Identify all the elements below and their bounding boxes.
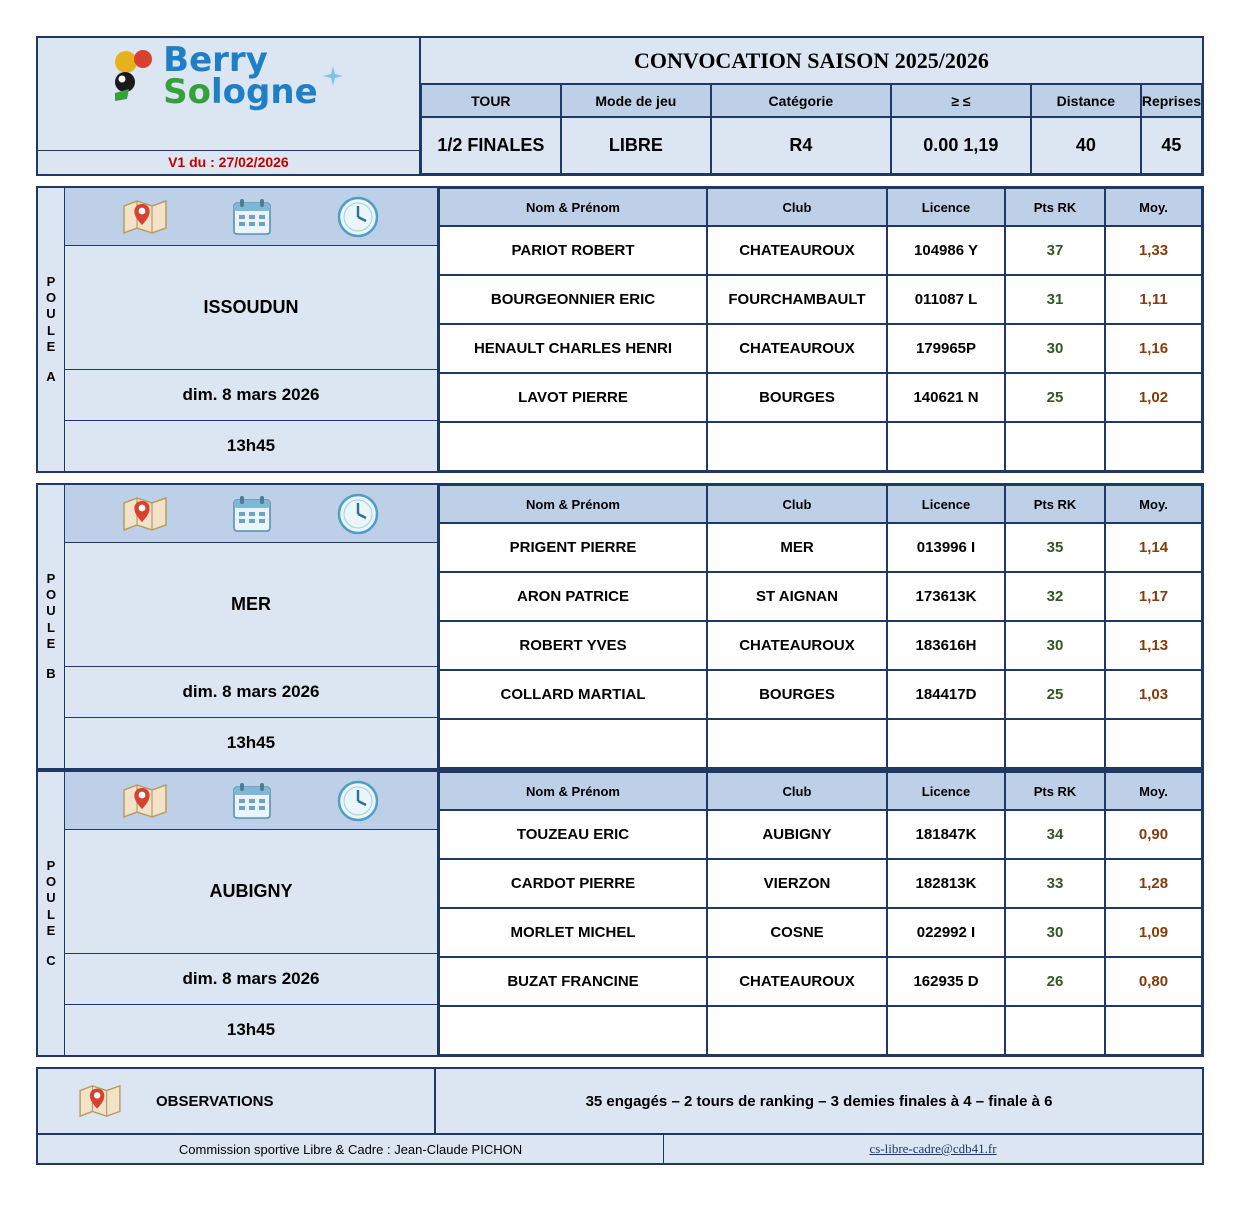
table-row xyxy=(439,859,1202,908)
pool-players-a xyxy=(439,188,1202,471)
col-header-nom: Nom & Prénom xyxy=(439,772,707,810)
col-header-ptsrk: Pts RK xyxy=(1005,188,1105,226)
table-row xyxy=(439,810,1202,859)
observations-label: OBSERVATIONS xyxy=(156,1092,274,1110)
pool-players-c xyxy=(439,772,1202,1055)
player-pts: 33 xyxy=(1005,859,1105,908)
player-name xyxy=(439,422,707,471)
table-row xyxy=(439,1006,1202,1055)
player-club: FOURCHAMBAULT xyxy=(707,275,887,324)
pool-letter: C xyxy=(46,953,56,968)
table-row xyxy=(439,957,1202,1006)
player-licence: 162935 D xyxy=(887,957,1005,1006)
player-name: PARIOT ROBERT xyxy=(439,226,707,275)
convocation-box xyxy=(421,38,1202,174)
table-row xyxy=(439,719,1202,768)
logo-berry-text: Berry xyxy=(163,40,268,80)
clock-icon xyxy=(336,779,380,823)
player-club xyxy=(707,1006,887,1055)
logo-logne-text: logne xyxy=(211,72,318,113)
player-club: CHATEAUROUX xyxy=(707,621,887,670)
footer-commission: Commission sportive Libre & Cadre : Jean-Claude PICHON xyxy=(38,1135,664,1163)
pool-letter: E xyxy=(46,635,56,651)
pool-letter: U xyxy=(46,890,56,906)
player-pts: 30 xyxy=(1005,621,1105,670)
player-licence xyxy=(887,422,1005,471)
player-licence: 182813K xyxy=(887,859,1005,908)
logo-box xyxy=(38,38,421,174)
table-row xyxy=(439,621,1202,670)
pool-players-b xyxy=(439,485,1202,768)
page-title: CONVOCATION SAISON 2025/2026 xyxy=(421,38,1202,84)
map-pin-icon xyxy=(122,495,168,533)
footer-block xyxy=(36,1135,1204,1165)
player-club: CHATEAUROUX xyxy=(707,324,887,373)
player-club: CHATEAUROUX xyxy=(707,226,887,275)
pool-city-a: ISSOUDUN xyxy=(65,246,437,370)
pool-label-b xyxy=(38,485,65,768)
players-header-row xyxy=(439,485,1202,523)
player-moy xyxy=(1105,719,1202,768)
col-header-licence: Licence xyxy=(887,188,1005,226)
player-pts: 34 xyxy=(1005,810,1105,859)
observations-block xyxy=(36,1067,1204,1135)
table-row xyxy=(439,275,1202,324)
pool-label-a xyxy=(38,188,65,471)
player-moy xyxy=(1105,1006,1202,1055)
player-name: BOURGEONNIER ERIC xyxy=(439,275,707,324)
pool-block-c xyxy=(36,770,1204,1057)
col-header-mode: Mode de jeu xyxy=(561,84,711,117)
value-distance: 40 xyxy=(1031,117,1141,174)
player-pts: 37 xyxy=(1005,226,1105,275)
value-tour: 1/2 FINALES xyxy=(421,117,561,174)
email-link[interactable]: cs-libre-cadre@cdb41.fr xyxy=(869,1141,997,1156)
col-header-ptsrk: Pts RK xyxy=(1005,485,1105,523)
player-pts: 25 xyxy=(1005,670,1105,719)
clock-icon xyxy=(336,492,380,536)
player-moy: 1,03 xyxy=(1105,670,1202,719)
value-categorie: R4 xyxy=(711,117,891,174)
player-club: VIERZON xyxy=(707,859,887,908)
player-moy: 0,80 xyxy=(1105,957,1202,1006)
sparkle-icon xyxy=(322,65,344,87)
pool-letter: U xyxy=(46,306,56,322)
player-club: AUBIGNY xyxy=(707,810,887,859)
map-pin-icon xyxy=(78,1083,122,1119)
player-licence xyxy=(887,1006,1005,1055)
player-moy: 1,14 xyxy=(1105,523,1202,572)
player-licence: 104986 Y xyxy=(887,226,1005,275)
player-name: BUZAT FRANCINE xyxy=(439,957,707,1006)
col-header-licence: Licence xyxy=(887,772,1005,810)
player-pts: 31 xyxy=(1005,275,1105,324)
pool-city-c: AUBIGNY xyxy=(65,830,437,954)
pool-letter: O xyxy=(45,290,57,305)
player-licence: 140621 N xyxy=(887,373,1005,422)
player-pts: 30 xyxy=(1005,324,1105,373)
pool-letter: P xyxy=(46,273,56,289)
pool-date-b: dim. 8 mars 2026 xyxy=(65,667,437,718)
pool-date-a: dim. 8 mars 2026 xyxy=(65,370,437,421)
table-row xyxy=(439,226,1202,275)
logo-so-text: So xyxy=(163,72,212,113)
col-header-tour: TOUR xyxy=(421,84,561,117)
player-name: CARDOT PIERRE xyxy=(439,859,707,908)
observations-text: 35 engagés – 2 tours de ranking – 3 demies finales à 4 – finale à 6 xyxy=(436,1069,1202,1133)
player-pts: 30 xyxy=(1005,908,1105,957)
header-values-row xyxy=(421,117,1202,174)
version-label: V1 du : 27/02/2026 xyxy=(38,150,419,170)
col-header-nom: Nom & Prénom xyxy=(439,485,707,523)
calendar-icon xyxy=(231,781,273,821)
player-pts: 35 xyxy=(1005,523,1105,572)
footer-email-cell xyxy=(664,1135,1202,1163)
player-moy: 1,11 xyxy=(1105,275,1202,324)
players-header-row xyxy=(439,772,1202,810)
player-club: BOURGES xyxy=(707,670,887,719)
pool-icons-row xyxy=(65,188,437,246)
players-header-row xyxy=(439,188,1202,226)
pool-icons-row xyxy=(65,485,437,543)
pool-icons-row xyxy=(65,772,437,830)
pool-letter: U xyxy=(46,603,56,619)
col-header-licence: Licence xyxy=(887,485,1005,523)
pool-city-b: MER xyxy=(65,543,437,667)
berry-sologne-logo xyxy=(113,40,343,113)
pool-date-c: dim. 8 mars 2026 xyxy=(65,954,437,1005)
calendar-icon xyxy=(231,197,273,237)
pool-info-b xyxy=(65,485,439,768)
pool-letter: P xyxy=(46,570,56,586)
col-header-moy: Moy. xyxy=(1105,485,1202,523)
pool-letter: O xyxy=(45,874,57,889)
player-name: ARON PATRICE xyxy=(439,572,707,621)
player-pts xyxy=(1005,422,1105,471)
col-header-ptsrk: Pts RK xyxy=(1005,772,1105,810)
pool-block-a xyxy=(36,186,1204,473)
player-name: LAVOT PIERRE xyxy=(439,373,707,422)
pool-label-c xyxy=(38,772,65,1055)
table-row xyxy=(439,670,1202,719)
pool-time-b: 13h45 xyxy=(65,718,437,768)
player-licence: 173613K xyxy=(887,572,1005,621)
player-club: MER xyxy=(707,523,887,572)
pool-time-a: 13h45 xyxy=(65,421,437,471)
value-reprises: 45 xyxy=(1141,117,1202,174)
calendar-icon xyxy=(231,494,273,534)
table-row xyxy=(439,523,1202,572)
value-mode: LIBRE xyxy=(561,117,711,174)
player-moy: 1,17 xyxy=(1105,572,1202,621)
player-moy: 1,09 xyxy=(1105,908,1202,957)
logo-wordmark xyxy=(163,40,318,113)
player-licence: 011087 L xyxy=(887,275,1005,324)
table-row xyxy=(439,908,1202,957)
pool-letter: B xyxy=(46,666,56,681)
player-licence: 183616H xyxy=(887,621,1005,670)
player-pts: 26 xyxy=(1005,957,1105,1006)
value-moyenne-range: 0.00 1,19 xyxy=(891,117,1031,174)
pool-info-a xyxy=(65,188,439,471)
pool-letter: E xyxy=(46,922,56,938)
player-club: BOURGES xyxy=(707,373,887,422)
col-header-nom: Nom & Prénom xyxy=(439,188,707,226)
player-moy: 1,16 xyxy=(1105,324,1202,373)
col-header-distance: Distance xyxy=(1031,84,1141,117)
player-moy: 0,90 xyxy=(1105,810,1202,859)
player-club xyxy=(707,422,887,471)
player-licence: 022992 I xyxy=(887,908,1005,957)
col-header-moyenne-range: ≥ ≤ xyxy=(891,84,1031,117)
col-header-moy: Moy. xyxy=(1105,772,1202,810)
player-licence xyxy=(887,719,1005,768)
table-row xyxy=(439,373,1202,422)
player-licence: 181847K xyxy=(887,810,1005,859)
col-header-club: Club xyxy=(707,188,887,226)
pool-letter: L xyxy=(47,322,55,338)
header-block xyxy=(36,36,1204,176)
player-name xyxy=(439,1006,707,1055)
table-row xyxy=(439,572,1202,621)
player-name: PRIGENT PIERRE xyxy=(439,523,707,572)
player-pts: 25 xyxy=(1005,373,1105,422)
player-pts xyxy=(1005,719,1105,768)
player-name: ROBERT YVES xyxy=(439,621,707,670)
col-header-club: Club xyxy=(707,772,887,810)
clock-icon xyxy=(336,195,380,239)
col-header-categorie: Catégorie xyxy=(711,84,891,117)
player-moy: 1,28 xyxy=(1105,859,1202,908)
player-pts: 32 xyxy=(1005,572,1105,621)
pool-letter: L xyxy=(47,619,55,635)
observations-left xyxy=(38,1069,436,1133)
col-header-club: Club xyxy=(707,485,887,523)
player-moy: 1,13 xyxy=(1105,621,1202,670)
player-moy xyxy=(1105,422,1202,471)
player-name: TOUZEAU ERIC xyxy=(439,810,707,859)
pool-letter: O xyxy=(45,587,57,602)
pool-info-c xyxy=(65,772,439,1055)
pool-letter: E xyxy=(46,338,56,354)
billiard-balls-icon xyxy=(113,49,159,103)
pool-letter: L xyxy=(47,906,55,922)
map-pin-icon xyxy=(122,198,168,236)
player-pts xyxy=(1005,1006,1105,1055)
player-licence: 013996 I xyxy=(887,523,1005,572)
header-columns-row xyxy=(421,84,1202,117)
map-pin-icon xyxy=(122,782,168,820)
player-licence: 179965P xyxy=(887,324,1005,373)
table-row xyxy=(439,422,1202,471)
pool-time-c: 13h45 xyxy=(65,1005,437,1055)
player-club xyxy=(707,719,887,768)
player-name: HENAULT CHARLES HENRI xyxy=(439,324,707,373)
table-row xyxy=(439,324,1202,373)
pool-letter: P xyxy=(46,857,56,873)
player-moy: 1,33 xyxy=(1105,226,1202,275)
pool-block-b xyxy=(36,483,1204,770)
player-name: MORLET MICHEL xyxy=(439,908,707,957)
col-header-moy: Moy. xyxy=(1105,188,1202,226)
col-header-reprises: Reprises xyxy=(1141,84,1202,117)
pool-letter: A xyxy=(46,369,56,384)
player-club: COSNE xyxy=(707,908,887,957)
player-name: COLLARD MARTIAL xyxy=(439,670,707,719)
player-licence: 184417D xyxy=(887,670,1005,719)
player-moy: 1,02 xyxy=(1105,373,1202,422)
player-club: ST AIGNAN xyxy=(707,572,887,621)
player-club: CHATEAUROUX xyxy=(707,957,887,1006)
player-name xyxy=(439,719,707,768)
